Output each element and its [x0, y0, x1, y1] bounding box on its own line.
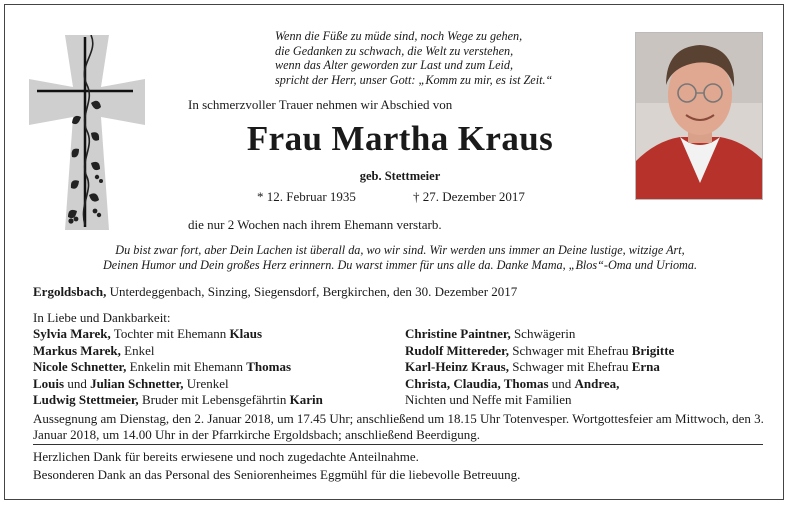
family-member-name: Rudolf Mittereder,	[405, 342, 509, 358]
family-member-name: Julian Schnetter,	[90, 375, 184, 391]
family-list-right	[405, 326, 674, 409]
place-town: Ergoldsbach,	[33, 284, 107, 299]
family-member-name: Karin	[289, 392, 323, 407]
family-relation: Enkelin mit Ehemann	[126, 359, 247, 374]
family-member-row	[33, 359, 323, 376]
family-member-row	[405, 376, 674, 393]
family-relation: Enkel	[120, 342, 155, 358]
family-member-row	[405, 326, 674, 343]
family-relation: Urenkel	[183, 375, 229, 391]
family-member-row	[33, 392, 323, 409]
family-member-name: Klaus	[229, 326, 262, 341]
maiden-name: geb. Stettmeier	[359, 169, 441, 183]
love-line: In Liebe und Dankbarkeit:	[33, 310, 171, 325]
divider	[33, 444, 763, 445]
family-relation: und	[64, 375, 91, 391]
death-date: † 27. Dezember 2017	[413, 189, 525, 204]
family-relation: und	[548, 375, 575, 391]
family-member-name: Andrea,	[574, 375, 620, 391]
place-rest: Unterdeggenbach, Sinzing, Siegensdorf, Bergkirchen, den 30. Dezember 2017	[106, 284, 518, 299]
family-member-name: Brigitte	[631, 342, 675, 358]
personal-message	[19, 243, 781, 273]
family-member-row	[405, 359, 674, 376]
family-member-name: Karl-Heinz Kraus,	[405, 359, 509, 374]
family-relation: Schwager mit Ehefrau	[508, 342, 632, 358]
family-member-name: Louis	[33, 375, 65, 391]
family-member-name: Sylvia Marek,	[33, 326, 111, 341]
family-relation: Nichten und Neffe mit Familien	[405, 392, 572, 407]
thanks-line: Herzlichen Dank für bereits erwiesene und noch zugedachte Anteilnahme.	[33, 449, 419, 464]
family-relation: Schwägerin	[510, 326, 576, 341]
poem	[275, 29, 615, 87]
poem-line: die Gedanken zu schwach, die Welt zu verstehen,	[275, 43, 514, 58]
deceased-name: Frau Martha Kraus	[246, 119, 554, 158]
family-list-left	[33, 326, 323, 409]
family-member-name: Christa, Claudia, Thomas	[405, 375, 549, 391]
family-relation: Tochter mit Ehemann	[110, 326, 230, 341]
family-member-name: Erna	[631, 359, 660, 374]
poem-line: Wenn die Füße zu müde sind, noch Wege zu gehen,	[275, 29, 523, 43]
portrait-photo	[635, 32, 763, 200]
obituary-notice	[4, 4, 784, 500]
family-member-name: Nicole Schnetter,	[33, 359, 127, 374]
message-line: Deinen Humor und Dein großes Herz erinnern. Du warst immer für uns alle da. Danke Mama, „Blos“-Oma und Urioma.	[103, 258, 697, 272]
family-member-row	[33, 326, 323, 343]
funeral-service-info: Aussegnung am Dienstag, den 2. Januar 2018, um 17.45 Uhr; anschließend um 18.15 Uhr Totenvesper. Wortgottesfeier am Mittwoch, den 3. Januar 2018, um 14.00 Uhr in der Pfarrkirche Ergoldsbach; anschließend Beerdigung.	[33, 411, 764, 442]
family-member-row	[405, 392, 674, 409]
message-line: Du bist zwar fort, aber Dein Lachen ist überall da, wo wir sind. Wir werden uns immer an Deine lustige, witzige Art,	[115, 243, 685, 257]
poem-line: wenn das Alter geworden zur Last und zum Leid,	[275, 58, 514, 72]
family-member-row	[33, 343, 323, 360]
family-member-name: Markus Marek,	[33, 342, 121, 358]
thanks-line-special: Besonderen Dank an das Personal des Seniorenheimes Eggmühl für die liebevolle Betreuung.	[33, 467, 521, 482]
family-member-name: Thomas	[246, 359, 292, 374]
family-member-name: Christine Paintner,	[405, 326, 511, 341]
place-date-line	[33, 284, 517, 300]
family-member-row	[405, 343, 674, 360]
poem-line: spricht der Herr, unser Gott: „Komm zu mir, es ist Zeit.“	[275, 72, 553, 87]
family-member-name: Ludwig Stettmeier,	[33, 392, 139, 407]
intro-text: In schmerzvoller Trauer nehmen wir Abschied von	[188, 97, 453, 112]
family-member-row	[33, 376, 323, 393]
after-note: die nur 2 Wochen nach ihrem Ehemann verstarb.	[188, 217, 442, 232]
birth-date: * 12. Februar 1935	[257, 189, 356, 204]
family-relation: Bruder mit Lebensgefährtin	[138, 392, 290, 407]
cross-with-vine-icon	[29, 35, 145, 230]
family-relation: Schwager mit Ehefrau	[509, 359, 632, 374]
